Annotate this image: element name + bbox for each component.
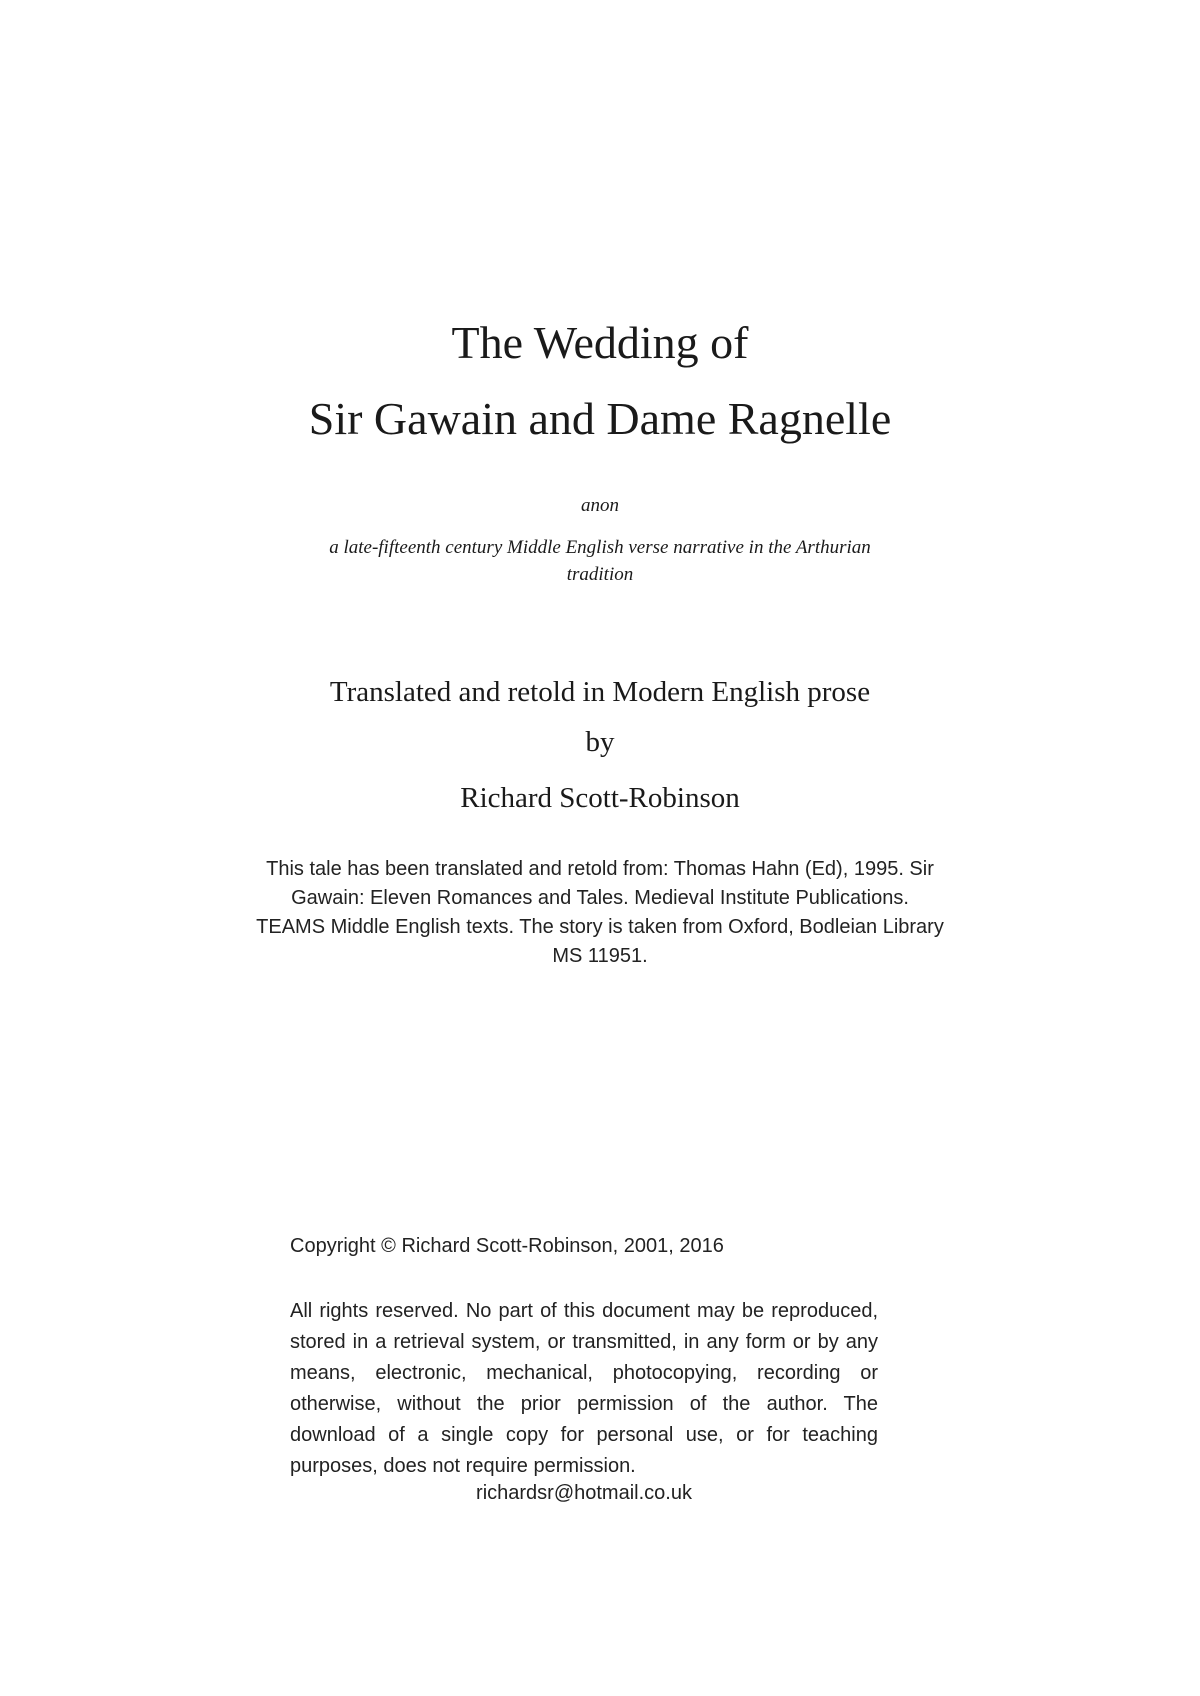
copyright-notice: Copyright © Richard Scott-Robinson, 2001, 2016 [290,1235,724,1257]
rights-statement: All rights reserved. No part of this document may be reproduced, stored in a retrieval system, or transmitted, in any form or by any means, electronic, mechanical, photocopying, recording or otherwise, without the prior permission of the author. The download of a single copy for personal use, or for teaching purposes, does not require permission. [290,1300,878,1477]
translation-by: by [585,726,615,758]
source-note: This tale has been translated and retold from: Thomas Hahn (Ed), 1995. Sir Gawain: Eleven Romances and Tales. Medieval Institute Publications. TEAMS Middle English texts. The story is taken from Oxford, Bodleian Library MS 11951. [256,858,944,967]
author: anon [581,495,619,516]
subtitle: a late-fifteenth century Middle English verse narrative in the Arthurian tradition [329,537,871,585]
title-line-1: The Wedding of [451,317,749,368]
contact-email: richardsr@hotmail.co.uk [476,1482,692,1504]
translator-name: Richard Scott-Robinson [460,782,740,814]
title-line-2: Sir Gawain and Dame Ragnelle [308,393,892,444]
translation-line: Translated and retold in Modern English prose [329,676,871,708]
